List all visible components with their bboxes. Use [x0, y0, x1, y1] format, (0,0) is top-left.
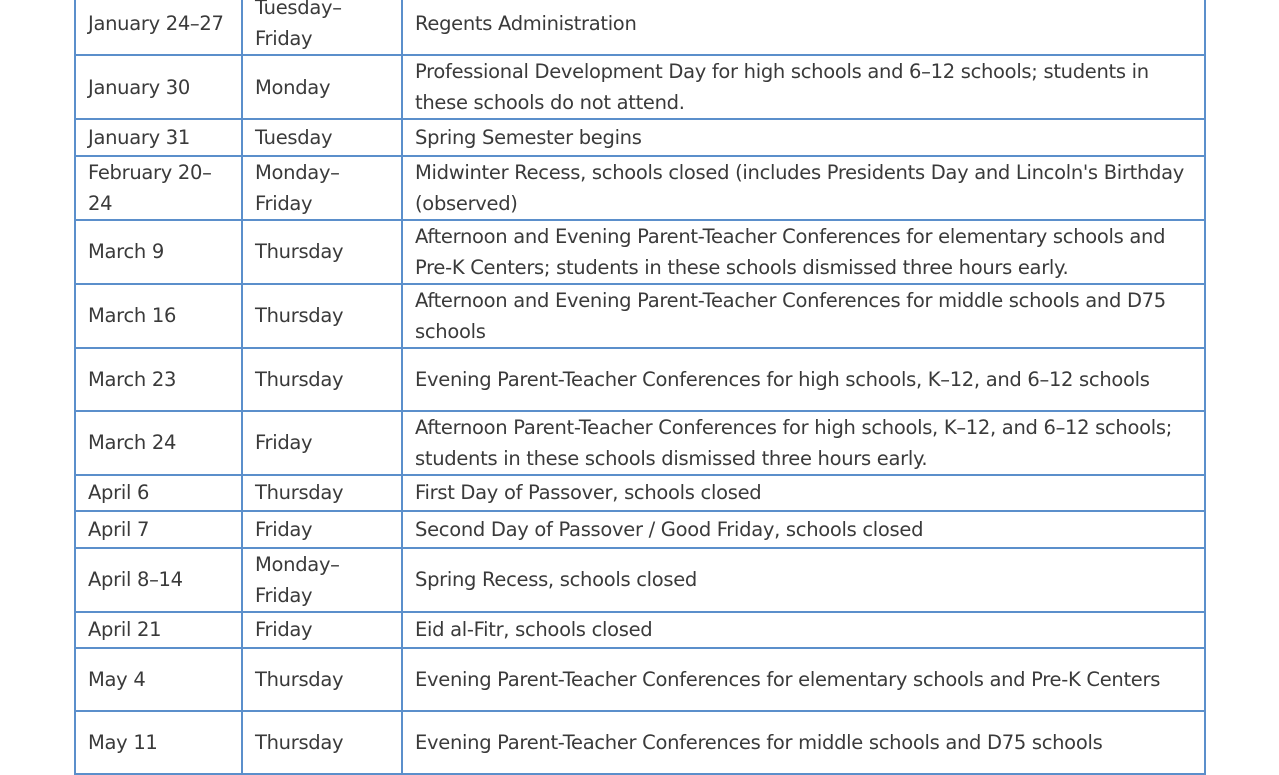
day-cell: Thursday [242, 475, 402, 512]
day-cell: Thursday [242, 711, 402, 774]
table-row [75, 648, 1205, 711]
table-row [75, 0, 1205, 55]
day-cell: Monday [242, 55, 402, 119]
date-cell: April 7 [75, 511, 242, 548]
day-cell: Friday [242, 612, 402, 649]
table-row [75, 711, 1205, 774]
day-cell: Friday [242, 511, 402, 548]
day-cell: Friday [242, 411, 402, 475]
day-cell: Tuesday [242, 119, 402, 156]
day-cell: Thursday [242, 284, 402, 348]
table-row [75, 220, 1205, 284]
day-cell: Tuesday– Friday [242, 0, 402, 55]
event-cell: Evening Parent-Teacher Conferences for high schools, K–12, and 6–12 schools [402, 348, 1205, 411]
table-row [75, 284, 1205, 348]
event-cell: Afternoon Parent-Teacher Conferences for high schools, K–12, and 6–12 schools; students in these schools dismissed three hours early. [402, 411, 1205, 475]
date-cell: January 30 [75, 55, 242, 119]
table-row [75, 511, 1205, 548]
table-row [75, 156, 1205, 220]
day-cell: Thursday [242, 348, 402, 411]
date-cell: April 21 [75, 612, 242, 649]
event-cell: Afternoon and Evening Parent-Teacher Conferences for elementary schools and Pre-K Centers; students in these schools dismissed three hours early. [402, 220, 1205, 284]
date-cell: April 6 [75, 475, 242, 512]
school-calendar-table [74, 0, 1206, 775]
event-cell: Spring Semester begins [402, 119, 1205, 156]
table-row [75, 55, 1205, 119]
event-cell: Evening Parent-Teacher Conferences for middle schools and D75 schools [402, 711, 1205, 774]
date-cell: May 11 [75, 711, 242, 774]
event-cell: Spring Recess, schools closed [402, 548, 1205, 612]
date-cell: January 24–27 [75, 0, 242, 55]
table-row [75, 348, 1205, 411]
date-cell: February 20–24 [75, 156, 242, 220]
date-cell: March 24 [75, 411, 242, 475]
day-cell: Thursday [242, 220, 402, 284]
event-cell: Eid al-Fitr, schools closed [402, 612, 1205, 649]
date-cell: March 16 [75, 284, 242, 348]
event-cell: Midwinter Recess, schools closed (includes Presidents Day and Lincoln's Birthday (observed) [402, 156, 1205, 220]
date-cell: April 8–14 [75, 548, 242, 612]
event-cell: Evening Parent-Teacher Conferences for elementary schools and Pre-K Centers [402, 648, 1205, 711]
date-cell: March 9 [75, 220, 242, 284]
event-cell: Second Day of Passover / Good Friday, schools closed [402, 511, 1205, 548]
date-cell: January 31 [75, 119, 242, 156]
day-cell: Monday– Friday [242, 156, 402, 220]
event-cell: Afternoon and Evening Parent-Teacher Conferences for middle schools and D75 schools [402, 284, 1205, 348]
table-row [75, 119, 1205, 156]
date-cell: March 23 [75, 348, 242, 411]
event-cell: Regents Administration [402, 0, 1205, 55]
table-row [75, 548, 1205, 612]
table-row [75, 612, 1205, 649]
date-cell: May 4 [75, 648, 242, 711]
table-row [75, 411, 1205, 475]
day-cell: Monday– Friday [242, 548, 402, 612]
day-cell: Thursday [242, 648, 402, 711]
table-row [75, 475, 1205, 512]
event-cell: Professional Development Day for high schools and 6–12 schools; students in these schools do not attend. [402, 55, 1205, 119]
event-cell: First Day of Passover, schools closed [402, 475, 1205, 512]
